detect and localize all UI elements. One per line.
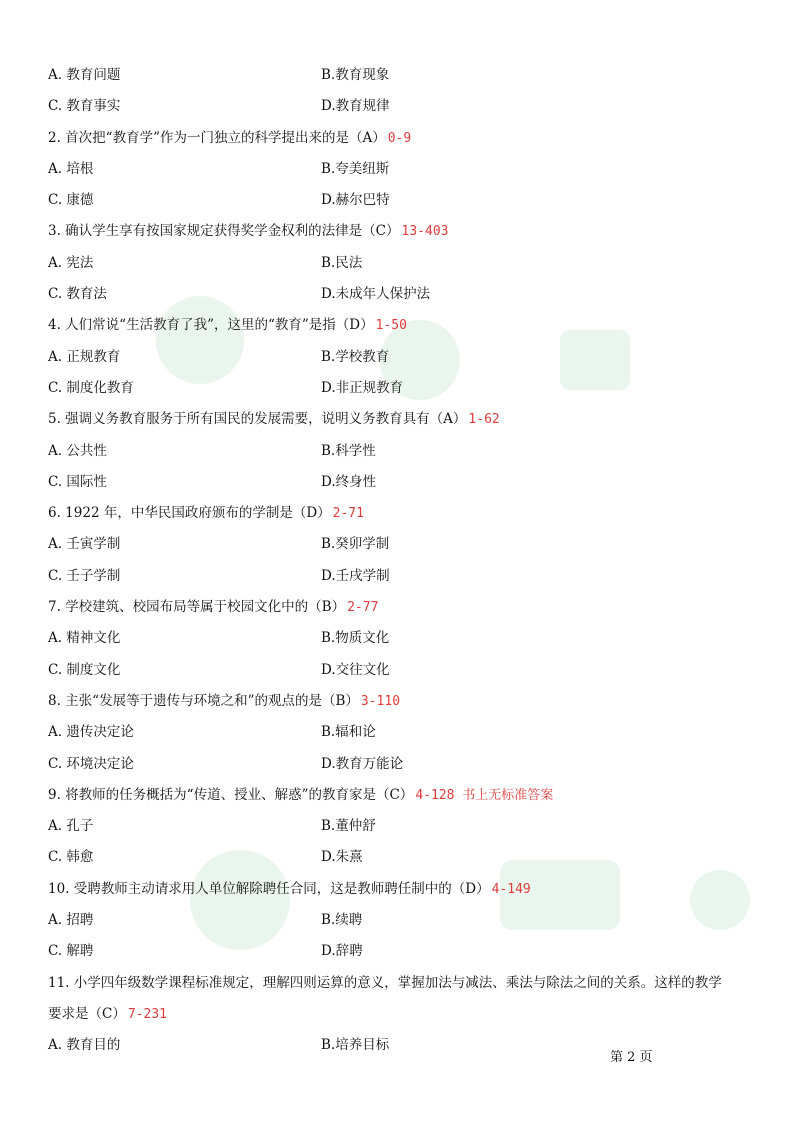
reference-note: 13-403 bbox=[401, 224, 449, 240]
option-left: C. 环境决定论 bbox=[48, 755, 134, 772]
question-text: 7. 学校建筑、校园布局等属于校园文化中的（B） bbox=[48, 599, 346, 616]
question-line bbox=[48, 874, 758, 905]
options-row bbox=[48, 436, 758, 467]
option-right: D.非正规教育 bbox=[321, 379, 404, 396]
options-row bbox=[48, 655, 758, 686]
question-line bbox=[48, 216, 758, 247]
question-line bbox=[48, 780, 758, 811]
option-right: B.民法 bbox=[321, 254, 363, 271]
question-text: 9. 将教师的任务概括为“传道、授业、解惑”的教育家是（C） bbox=[48, 786, 414, 803]
option-right: D.赫尔巴特 bbox=[321, 192, 390, 209]
option-left: A. 教育目的 bbox=[48, 1037, 121, 1054]
options-row bbox=[48, 60, 758, 91]
option-right: D.教育万能论 bbox=[321, 755, 404, 772]
option-left: C. 制度文化 bbox=[48, 661, 121, 678]
reference-note: 1-62 bbox=[468, 412, 500, 428]
question-text: 2. 首次把“教育学”作为一门独立的科学提出来的是（A） bbox=[48, 129, 386, 146]
options-row bbox=[48, 842, 758, 873]
option-right: B.续聘 bbox=[321, 912, 363, 929]
option-right: B.教育现象 bbox=[321, 67, 390, 83]
reference-note: 2-71 bbox=[332, 506, 364, 522]
reference-note: 4-128 书上无标准答案 bbox=[415, 787, 554, 803]
option-left: A. 培根 bbox=[48, 160, 94, 177]
question-line bbox=[48, 968, 758, 999]
options-row bbox=[48, 373, 758, 404]
reference-note: 4-149 bbox=[491, 881, 531, 897]
options-row bbox=[48, 154, 758, 185]
question-list bbox=[48, 60, 758, 1062]
question-text: 5. 强调义务教育服务于所有国民的发展需要，说明义务教育具有（A） bbox=[48, 411, 467, 428]
option-right: B.辐和论 bbox=[321, 724, 376, 741]
reference-note: 0-9 bbox=[387, 130, 412, 146]
option-left: C. 教育事实 bbox=[48, 98, 121, 115]
options-row bbox=[48, 185, 758, 216]
question-text: 11. 小学四年级数学课程标准规定，理解四则运算的意义，掌握加法与减法、乘法与除法之间的关系。这样的教学 bbox=[48, 974, 722, 991]
option-left: C. 国际性 bbox=[48, 473, 107, 490]
question-text: 10. 受聘教师主动请求用人单位解除聘任合同，这是教师聘任制中的（D） bbox=[48, 880, 490, 897]
option-right: D.辞聘 bbox=[321, 943, 363, 960]
question-line bbox=[48, 310, 758, 341]
option-left: A. 遗传决定论 bbox=[48, 724, 134, 741]
option-right: B.董仲舒 bbox=[321, 818, 376, 835]
options-row bbox=[48, 717, 758, 748]
options-row bbox=[48, 248, 758, 279]
option-left: C. 康德 bbox=[48, 192, 94, 209]
option-right: D.交往文化 bbox=[321, 661, 390, 678]
option-left: C. 解聘 bbox=[48, 943, 94, 960]
options-row bbox=[48, 749, 758, 780]
option-right: B.培养目标 bbox=[321, 1037, 390, 1054]
option-left: A. 孔子 bbox=[48, 818, 94, 835]
options-row bbox=[48, 342, 758, 373]
option-left: A. 公共性 bbox=[48, 442, 107, 459]
question-line bbox=[48, 404, 758, 435]
question-text: 要求是（C） bbox=[48, 1005, 126, 1022]
options-row bbox=[48, 905, 758, 936]
option-right: B.物质文化 bbox=[321, 630, 390, 647]
reference-note: 7-231 bbox=[127, 1006, 167, 1022]
option-right: B.癸卯学制 bbox=[321, 536, 390, 553]
question-text: 8. 主张“发展等于遗传与环境之和”的观点的是（B） bbox=[48, 692, 359, 709]
options-row bbox=[48, 561, 758, 592]
question-line bbox=[48, 999, 758, 1030]
options-row bbox=[48, 91, 758, 122]
option-right: B.科学性 bbox=[321, 442, 376, 459]
reference-note: 2-77 bbox=[347, 600, 379, 616]
option-left: A. 壬寅学制 bbox=[48, 536, 121, 553]
option-right: D.朱熹 bbox=[321, 849, 363, 866]
options-row bbox=[48, 623, 758, 654]
question-text: 4. 人们常说“生活教育了我”，这里的“教育”是指（D） bbox=[48, 317, 374, 334]
option-right: B.学校教育 bbox=[321, 348, 390, 365]
option-left: C. 制度化教育 bbox=[48, 379, 134, 396]
question-line bbox=[48, 686, 758, 717]
options-row bbox=[48, 529, 758, 560]
options-row bbox=[48, 811, 758, 842]
option-right: D.终身性 bbox=[321, 473, 377, 490]
options-row bbox=[48, 467, 758, 498]
reference-note: 1-50 bbox=[375, 318, 407, 334]
question-text: 3. 确认学生享有按国家规定获得奖学金权利的法律是（C） bbox=[48, 223, 400, 240]
option-left: C. 教育法 bbox=[48, 286, 107, 303]
option-left: C. 韩愈 bbox=[48, 849, 94, 866]
option-left: A. 招聘 bbox=[48, 912, 94, 929]
option-left: A. 正规教育 bbox=[48, 348, 121, 365]
option-right: D.壬戌学制 bbox=[321, 567, 390, 584]
reference-note: 3-110 bbox=[360, 693, 401, 709]
options-row bbox=[48, 936, 758, 967]
option-left: C. 壬子学制 bbox=[48, 567, 121, 584]
question-line bbox=[48, 592, 758, 623]
option-left: A. 教育问题 bbox=[48, 67, 121, 83]
question-line bbox=[48, 498, 758, 529]
page-number: 第 2 页 bbox=[610, 1050, 653, 1065]
option-right: B.夸美纽斯 bbox=[321, 160, 390, 177]
option-left: A. 精神文化 bbox=[48, 630, 121, 647]
option-left: A. 宪法 bbox=[48, 254, 94, 271]
option-right: D.教育规律 bbox=[321, 98, 390, 115]
question-text: 6. 1922 年，中华民国政府颁布的学制是（D） bbox=[48, 505, 331, 522]
option-right: D.未成年人保护法 bbox=[321, 286, 431, 303]
options-row bbox=[48, 279, 758, 310]
question-line bbox=[48, 123, 758, 154]
